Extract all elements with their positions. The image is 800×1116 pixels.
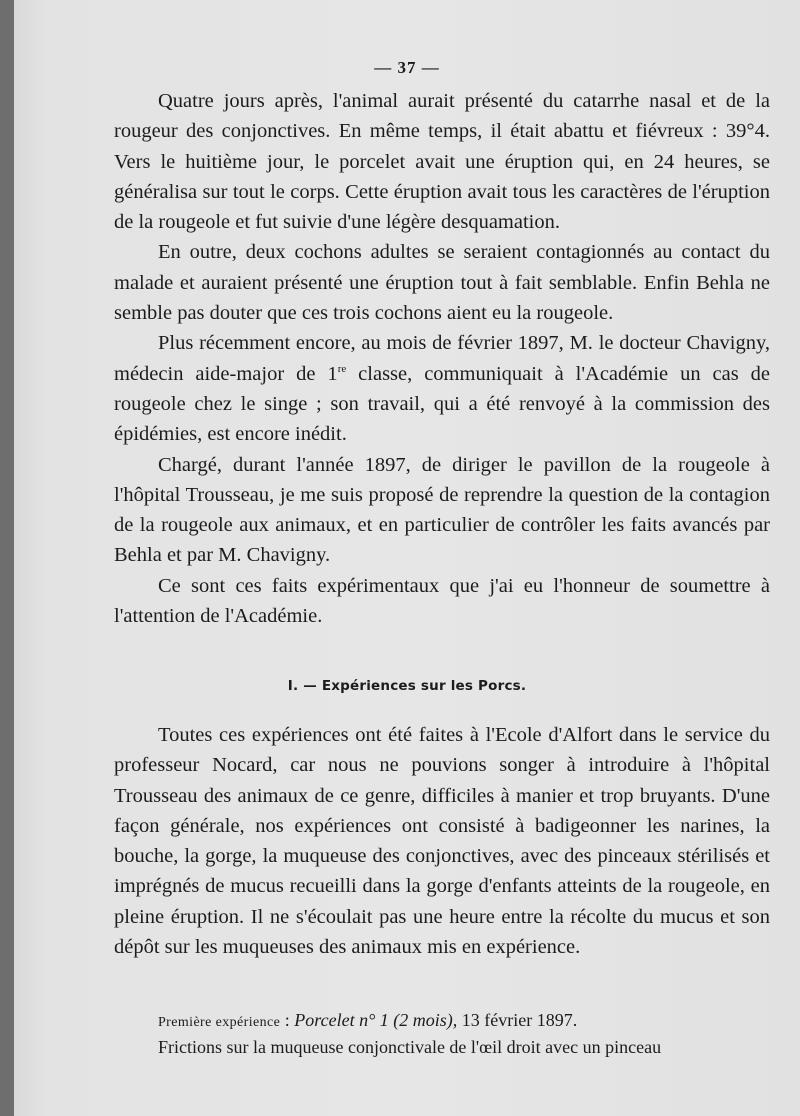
ordinal-superscript: re: [337, 362, 347, 375]
body-text: [114, 86, 770, 631]
paragraph-4: Chargé, durant l'année 1897, de diriger le pavillon de la rougeole à l'hôpital Trousseau, je me suis proposé de reprendre la question de la contagion de la rougeole aux animaux, et en particulier de contrôler les faits avancés par Behla et par M. Chavigny.: [114, 453, 770, 567]
section-paragraph: Toutes ces expériences ont été faites à l'Ecole d'Alfort dans le service du professeur Nocard, car nous ne pouvions songer à introduire à l'hôpital Trousseau des animaux de ce genre, difficiles à manier et trop bruyants. D'une façon générale, nos expériences ont consisté à badigeonner les narines, la bouche, la gorge, la muqueuse des conjonctives, avec des pinceaux stérilisés et imprégnés de mucus recueilli dans la gorge d'enfants atteints de la rougeole, en pleine éruption. Il ne s'écoulait pas une heure entre la récolte du mucus et son dépôt sur les muqueuses des animaux mis en expérience.: [114, 724, 770, 959]
experiment-label: Première expérience: [158, 1015, 281, 1030]
experiment-date: 13 février 1897.: [457, 1010, 578, 1030]
experiment-entry: [114, 1008, 770, 1060]
paragraph-3-end: classe, communiquait à l'Académie un cas de rougeole chez le singe ; son travail, qui a été renvoyé à la commission des épidémies, est encore inédit.: [114, 362, 770, 446]
experiment-subject: Porcelet n° 1 (2 mois),: [294, 1010, 458, 1030]
section-body: [114, 720, 770, 962]
paragraph-2: En outre, deux cochons adultes se seraient contagionnés au contact du malade et auraient présenté une éruption tout à fait semblable. Enfin Behla ne semble pas douter que ces trois cochons aient eu la rougeole.: [114, 241, 770, 325]
experiment-paragraph: [114, 1008, 770, 1035]
paragraph-5: Ce sont ces faits expérimentaux que j'ai eu l'honneur de soumettre à l'attention de l'Académie.: [114, 574, 770, 628]
page-number: — 37 —: [374, 58, 440, 77]
experiment-colon: :: [280, 1010, 295, 1030]
document-page: [14, 0, 800, 1116]
paragraph-1: Quatre jours après, l'animal aurait présenté du catarrhe nasal et de la rougeur des conjonctives. En même temps, il était abattu et fiévreux : 39°4. Vers le huitième jour, le porcelet avait une éruption qui, en 24 heures, se généralisa sur tout le corps. Cette éruption avait tous les caractères de l'éruption de la rougeole et fut suivie d'une légère desquamation.: [114, 90, 770, 234]
paragraph-3: [114, 328, 770, 449]
experiment-text: Frictions sur la muqueuse conjonctivale de l'œil droit avec un pinceau: [158, 1037, 662, 1057]
section-heading: I. — Expériences sur les Porcs.: [287, 678, 527, 694]
paragraph-3-start: Plus récemment encore, au mois de février 1897, M. le docteur Chavigny, médecin aide-major de 1: [114, 332, 770, 385]
